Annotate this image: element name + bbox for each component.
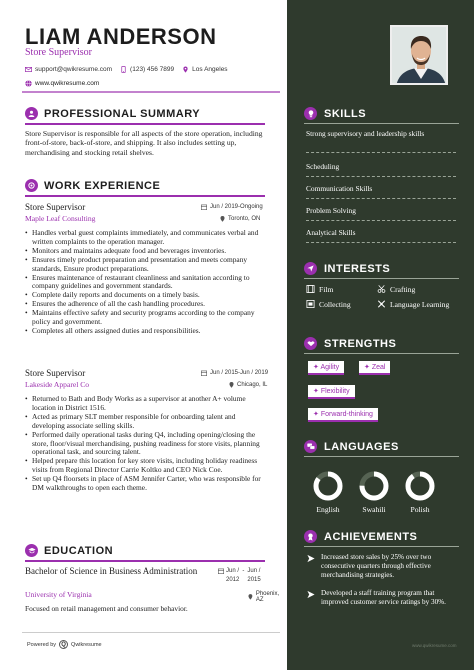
skill-item: Scheduling: [306, 162, 340, 171]
language-name: Polish: [410, 505, 430, 514]
avatar: [392, 27, 448, 85]
qwikresume-logo-icon: Q: [59, 640, 68, 649]
achievement-text: Increased store sales by 25% over two consecutive quarters through effective merchandising strategies.: [321, 553, 432, 579]
job-dates-text: Jun / 2019-Ongoing: [210, 204, 263, 210]
header-divider: [22, 91, 280, 93]
skill-item: Communication Skills: [306, 184, 373, 193]
email-text: support@qwikresume.com: [35, 66, 113, 73]
globe-icon: [25, 80, 32, 87]
list-item: • Monitors and maintains adequate food and beverages inventories.: [25, 247, 267, 256]
email-item[interactable]: [25, 66, 112, 73]
calendar-icon: [201, 204, 207, 210]
summary-heading: [25, 107, 200, 120]
language-icon: [377, 300, 386, 308]
experience-divider: [25, 195, 265, 197]
interest-label: Language Learning: [390, 300, 450, 309]
experience-section-icon: [25, 179, 38, 192]
crafting-icon: [377, 285, 386, 293]
education-start-year: 2012: [226, 577, 240, 583]
job-title: Store Supervisor: [25, 202, 86, 212]
strengths-title: STRENGTHS: [324, 337, 397, 350]
education-degree: Bachelor of Science in Business Administration: [25, 566, 198, 576]
strength-label: Zeal: [371, 364, 386, 371]
interest-item: [306, 300, 351, 309]
candidate-name: LIAM ANDERSON: [25, 24, 217, 49]
strength-badge: ✦ Zeal: [359, 361, 390, 375]
location-pin-icon: [182, 66, 189, 73]
strength-badge: ✦ Flexibility: [308, 385, 355, 399]
list-item: • Ensures the adherence of all the cash handling procedures.: [25, 300, 267, 309]
email-icon: [25, 66, 32, 73]
interests-divider: [304, 278, 459, 279]
skill-bar: [306, 220, 456, 221]
skill-item: Analytical Skills: [306, 228, 356, 237]
education-title: EDUCATION: [44, 544, 114, 557]
education-section-icon: [25, 544, 38, 557]
website-item[interactable]: [25, 80, 99, 87]
strength-label: Agility: [320, 364, 340, 371]
interests-section-icon: [304, 262, 317, 275]
film-icon: [306, 285, 315, 293]
education-heading: [25, 544, 113, 557]
list-item: • Helped prepare this location for key store visits, including holiday readiness visits from Regional Director Carrie Koltko and CEO Nick Coe.: [25, 457, 267, 475]
interests-heading: [304, 262, 390, 275]
achievement-item: [306, 589, 461, 607]
achievements-section-icon: [304, 530, 317, 543]
education-start-month: Jun /: [226, 568, 240, 574]
strengths-section-icon: [304, 337, 317, 350]
watermark: www.qwikresume.com: [412, 643, 457, 648]
brand-text: Qwikresume: [71, 641, 102, 648]
strength-badge: ✦ Forward-thinking: [308, 408, 378, 422]
strengths-heading: [304, 337, 396, 350]
interest-item: [306, 285, 333, 294]
job-bullets: [25, 229, 267, 336]
powered-by[interactable]: [27, 640, 102, 649]
interest-label: Collecting: [319, 300, 351, 309]
languages-divider: [304, 456, 459, 457]
summary-divider: [25, 123, 265, 125]
language-meter-fill: [408, 474, 432, 498]
job-location: [229, 382, 267, 388]
skills-divider: [304, 123, 459, 124]
list-item: • Maintains effective safety and security programs according to the company policy and government.: [25, 309, 267, 327]
phone-text: (123) 456 7899: [130, 66, 175, 73]
location-pin-icon: [220, 216, 225, 222]
calendar-icon: [201, 370, 207, 376]
job-dates: [201, 370, 268, 376]
language-name: English: [316, 505, 340, 514]
phone-item[interactable]: [120, 66, 174, 73]
job-location: [220, 216, 260, 222]
location-pin-icon: [248, 594, 253, 600]
skill-item: Strong supervisory and leadership skills: [306, 129, 425, 138]
language-meter: [404, 470, 436, 502]
list-item: • Returned to Bath and Body Works as a supervisor at another A+ volume location in District 1516.: [25, 395, 267, 413]
list-item: • Performed daily operational tasks during Q4, including opening/closing the store, floor/visual merchandising, pushing readiness for store visits, planning operational task, and sourcing talent.: [25, 431, 267, 458]
achievement-icon: [306, 590, 316, 599]
location-pin-icon: [229, 382, 234, 388]
skills-title: SKILLS: [324, 107, 367, 120]
collecting-icon: [306, 300, 315, 308]
job-bullets: [25, 395, 267, 493]
skill-bar: [306, 242, 456, 243]
achievement-icon: [306, 554, 316, 563]
location-text: Los Angeles: [192, 66, 228, 73]
education-divider: [25, 560, 265, 562]
achievement-text: Developed a staff training program that improved customer service ratings by 30%.: [321, 589, 446, 606]
education-focus: Focused on retail management and consumer behavior.: [25, 604, 188, 613]
languages-section-icon: [304, 440, 317, 453]
language-meter: [358, 470, 390, 502]
candidate-role: Store Supervisor: [25, 47, 92, 58]
phone-icon: [120, 66, 127, 73]
experience-heading: [25, 179, 160, 192]
list-item: • Set up Q4 floorsets in place of ASM Jennifer Carter, who was responsible for DM walkthroughs to open each theme.: [25, 475, 267, 493]
education-location: [248, 591, 287, 603]
strengths-divider: [304, 353, 459, 354]
languages-title: LANGUAGES: [324, 440, 399, 453]
profile-photo: [390, 25, 448, 85]
achievements-title: ACHIEVEMENTS: [324, 530, 418, 543]
list-item: • Ensures maintenance of restaurant cleanliness and sanitation according to company guidelines and government standards.: [25, 274, 267, 292]
education-end-month: Jun /: [247, 568, 261, 574]
achievements-heading: [304, 530, 417, 543]
contact-row: [25, 66, 236, 73]
skill-bar: [306, 176, 456, 177]
list-item: • Completes all others assigned duties and responsibilities.: [25, 327, 267, 336]
skills-section-icon: [304, 107, 317, 120]
list-item: • Acted as primary SLT member responsible for onboarding talent and developing associate selling skills.: [25, 413, 267, 431]
education-dates: Jun / 2012 - Jun / 2015: [218, 567, 261, 585]
education-location-text: Phoenix, AZ: [255, 591, 280, 603]
achievement-item: [306, 553, 461, 579]
skill-bar: [306, 152, 456, 153]
calendar-icon: [218, 568, 224, 574]
summary-title: PROFESSIONAL SUMMARY: [44, 107, 201, 120]
powered-by-text: Powered by: [27, 641, 57, 648]
languages-heading: [304, 440, 399, 453]
language-name: Swahili: [362, 505, 386, 514]
job-company: Maple Leaf Consulting: [25, 214, 96, 223]
skill-bar: [306, 198, 456, 199]
interest-label: Film: [319, 285, 334, 294]
summary-section-icon: [25, 107, 38, 120]
website-text: www.qwikresume.com: [35, 80, 100, 87]
job-company: Lakeside Apparel Co: [25, 380, 90, 389]
education-school: University of Virginia: [25, 590, 92, 599]
sidebar: [287, 0, 474, 670]
location-item: [182, 66, 227, 73]
list-item: • Ensures timely product preparation and presentation and meets company standards, Ensure product preparations.: [25, 256, 267, 274]
list-item: • Complete daily reports and documents on a timely basis.: [25, 291, 267, 300]
job-dates: [201, 204, 263, 210]
skills-heading: [304, 107, 366, 120]
language-meter: [312, 470, 344, 502]
education-end-year: 2015: [247, 577, 261, 583]
interest-item: [377, 300, 452, 309]
strength-label: Flexibility: [320, 388, 350, 395]
summary-text: Store Supervisor is responsible for all aspects of the store operation, including front-of-store, back-of-store, and shipping. It also includes setting up, merchandising and stocking retail shelves.: [25, 129, 263, 157]
job-location-text: Chicago, IL: [237, 382, 268, 388]
job-dates-text: Jun / 2015-Jun / 2019: [210, 370, 269, 376]
footer-divider: [22, 632, 280, 633]
interests-title: INTERESTS: [324, 262, 391, 275]
job-title: Store Supervisor: [25, 368, 86, 378]
skill-item: Problem Solving: [306, 206, 356, 215]
achievements-divider: [304, 546, 459, 547]
experience-title: WORK EXPERIENCE: [44, 179, 161, 192]
interest-item: [377, 285, 415, 294]
strength-badge: ✦ Agility: [308, 361, 344, 375]
list-item: • Handles verbal guest complaints immediately, and communicates verbal and written complaints to the operation manager.: [25, 229, 267, 247]
strength-label: Forward-thinking: [320, 411, 373, 418]
job-location-text: Toronto, ON: [228, 216, 261, 222]
interest-label: Crafting: [390, 285, 416, 294]
